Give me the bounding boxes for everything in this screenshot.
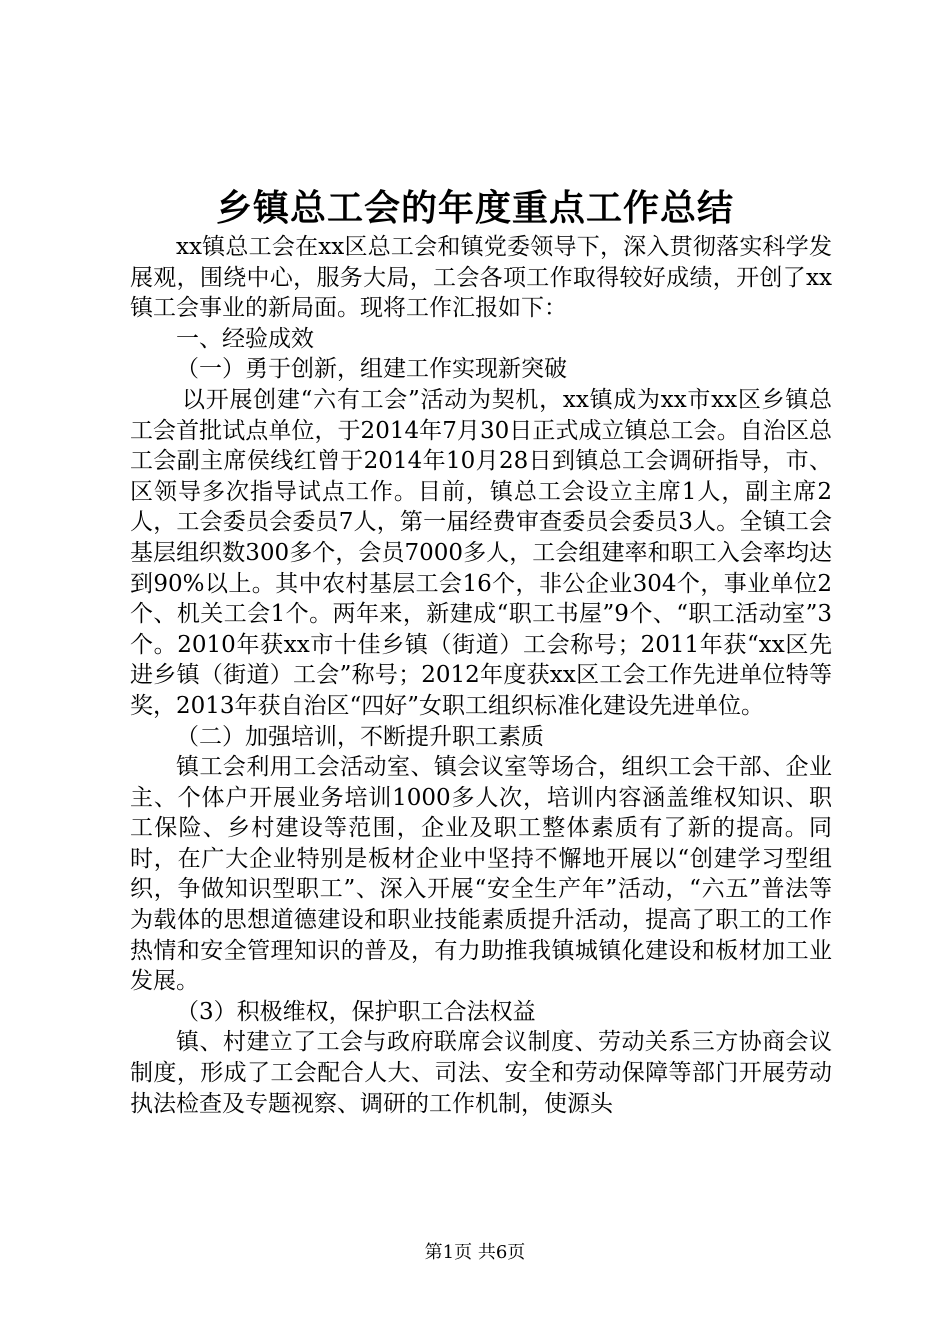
section-heading: 一、经验成效: [176, 325, 314, 352]
subsection-heading: （二）加强培训，不断提升职工素质: [176, 723, 544, 750]
body-paragraph: 镇、村建立了工会与政府联席会议制度、劳动关系三方协商会议制度，形成了工会配合人大、司法、安全和劳动保障等部门开展劳动执法检查及专题视察、调研的工作机制，使源头: [130, 1029, 832, 1117]
document-title: 乡镇总工会的年度重点工作总结: [215, 188, 734, 229]
body-paragraph: 以开展创建“六有工会”活动为契机，xx镇成为xx市xx区乡镇总工会首批试点单位，于2014年7月30日正式成立镇总工会。自治区总工会副主席侯线红曾于2014年10月28日到镇总工会调研指导，市、区领导多次指导试点工作。目前，镇总工会设立主席1人，副主席2人，工会委员会委员7人，第一届经费审查委员会委员3人。全镇工会基层组织数300多个，会员7000多人，工会组建率和职工入会率均达到90%以上。其中农村基层工会16个，非公企业304个，事业单位2个、机关工会1个。两年来，新建成“职工书屋”9个、“职工活动室”3个。2010年获xx市十佳乡镇（街道）工会称号；2011年获“xx区先进乡镇（街道）工会”称号；2012年度获xx区工会工作先进单位特等奖，2013年获自治区“四好”女职工组织标准化建设先进单位。: [130, 386, 832, 719]
intro-paragraph: xx镇总工会在xx区总工会和镇党委领导下，深入贯彻落实科学发展观，围绕中心，服务大局，工会各项工作取得较好成绩，开创了xx镇工会事业的新局面。现将工作汇报如下：: [130, 234, 832, 322]
body-paragraph: 镇工会利用工会活动室、镇会议室等场合，组织工会干部、企业主、个体户开展业务培训1000多人次，培训内容涵盖维权知识、职工保险、乡村建设等范围，企业及职工整体素质有了新的提高。同时，在广大企业特别是板材企业中坚持不懈地开展以“创建学习型组织，争做知识型职工”、深入开展“安全生产年”活动，“六五”普法等为载体的思想道德建设和职业技能素质提升活动，提高了职工的工作热情和安全管理知识的普及，有力助推我镇城镇化建设和板材加工业发展。: [130, 754, 832, 995]
subsection-heading: （一）勇于创新，组建工作实现新突破: [176, 356, 567, 383]
document-body: [130, 232, 832, 1119]
page-footer: 第1页 共6页: [424, 1242, 526, 1263]
subsection-heading: （3）积极维权，保护职工合法权益: [176, 998, 536, 1025]
